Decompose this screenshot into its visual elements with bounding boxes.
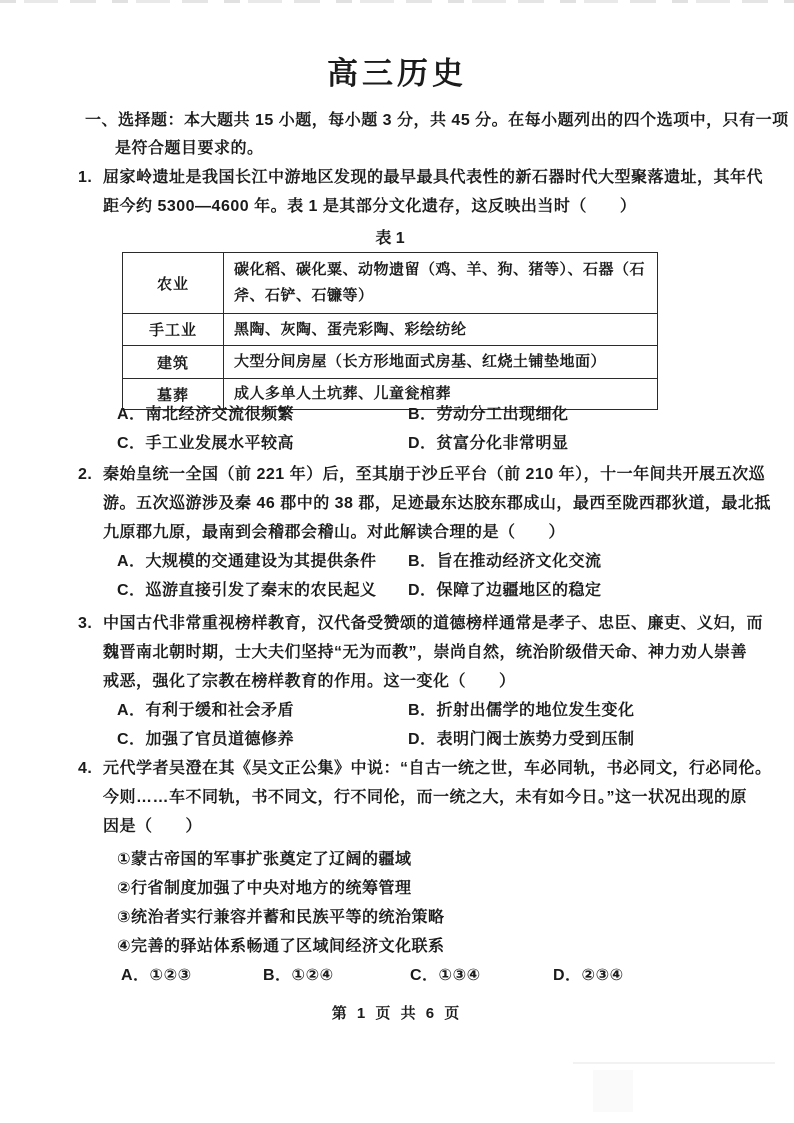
question-4-item-1: ①蒙古帝国的军事扩张奠定了辽阔的疆域 [117,851,412,868]
question-4-line: 今则……车不同轨，书不同文，行不同伦，而一统之大，未有如今日。”这一状况出现的原 [103,789,748,806]
table-row-architecture [123,346,658,379]
question-4-item-2: ②行省制度加强了中央对地方的统筹管理 [117,880,412,897]
question-4-item-4: ④完善的驿站体系畅通了区域间经济文化联系 [117,938,445,955]
question-3-line: 魏晋南北朝时期，士大夫们坚持“无为而教”，崇尚自然，统治阶级借天命、神力劝人崇善 [103,644,748,661]
question-4-option-c: C．①③④ [410,967,481,984]
page-title: 高三历史 [327,56,467,91]
scan-artifact-line [573,1062,775,1064]
table-row-label: 建筑 [123,346,224,379]
question-2-line: 秦始皇统一全国（前 221 年）后，至其崩于沙丘平台（前 210 年），十一年间共开展五次巡 [103,466,766,483]
question-4-item-3: ③统治者实行兼容并蓄和民族平等的统治策略 [117,909,445,926]
table-1-caption: 表 1 [375,230,405,247]
question-4-number: 4. [78,760,93,777]
table-row-content: 大型分间房屋（长方形地面式房基、红烧土铺垫地面） [224,346,658,379]
question-4-option-a: A．①②③ [121,967,192,984]
table-row-content: 黑陶、灰陶、蛋壳彩陶、彩绘纺纶 [224,314,658,346]
table-row-label: 农业 [123,253,224,314]
question-1-option-c: C．手工业发展水平较高 [117,435,295,452]
question-1-option-a: A．南北经济交流很频繁 [117,406,295,423]
question-1-option-d: D．贫富分化非常明显 [408,435,569,452]
question-3-option-b: B．折射出儒学的地位发生变化 [408,702,635,719]
question-2-option-a: A．大规模的交通建设为其提供条件 [117,553,377,570]
question-4-line: 元代学者吴澄在其《吴文正公集》中说：“自古一统之世，车必同轨，书必同文，行必同伦。 [103,760,772,777]
table-row-content: 成人多单人土坑葬、儿童瓮棺葬 [224,379,658,410]
question-2-option-c: C．巡游直接引发了秦末的农民起义 [117,582,377,599]
question-2-line: 游。五次巡游涉及秦 46 郡中的 38 郡，足迹最东达胶东郡成山，最西至陇西郡狄道，最北抵 [103,495,771,512]
question-2-option-d: D．保障了边疆地区的稳定 [408,582,602,599]
question-3-option-a: A．有利于缓和社会矛盾 [117,702,295,719]
table-row-handicraft [123,314,658,346]
section-instructions-line: 一、选择题：本大题共 15 小题，每小题 3 分，共 45 分。在每小题列出的四个选项中，只有一项 [85,112,789,129]
question-3-line: 中国古代非常重视榜样教育，汉代备受赞颂的道德榜样通常是孝子、忠臣、廉吏、义妇，而 [103,615,764,632]
table-row-label: 墓葬 [123,379,224,410]
question-1-line: 屈家岭遗址是我国长江中游地区发现的最早最具代表性的新石器时代大型聚落遗址，其年代 [103,169,764,186]
question-1-line: 距今约 5300—4600 年。表 1 是其部分文化遗存，这反映出当时（ ） [103,198,637,215]
scan-artifact-top [0,0,794,3]
question-2-line: 九原郡九原，最南到会稽郡会稽山。对此解读合理的是（ ） [103,524,566,541]
table-row-content: 碳化稻、碳化粟、动物遗留（鸡、羊、狗、猪等）、石器（石斧、石铲、石镰等） [224,253,658,314]
table-row-label: 手工业 [123,314,224,346]
table-row-agriculture [123,253,658,314]
question-2-number: 2. [78,466,93,483]
question-1-option-b: B．劳动分工出现细化 [408,406,569,423]
question-2-option-b: B．旨在推动经济文化交流 [408,553,602,570]
question-1-number: 1. [78,169,93,186]
scan-artifact-block [593,1070,633,1112]
question-4-option-b: B．①②④ [263,967,334,984]
question-3-option-c: C．加强了官员道德修养 [117,731,295,748]
question-4-line: 因是（ ） [103,818,203,835]
section-instructions-line: 是符合题目要求的。 [115,140,264,157]
table-1 [122,252,658,410]
question-3-option-d: D．表明门阀士族势力受到压制 [408,731,635,748]
question-4-option-d: D．②③④ [553,967,624,984]
page-footer: 第 1 页 共 6 页 [331,1005,463,1022]
question-3-line: 戒恶，强化了宗教在榜样教育的作用。这一变化（ ） [103,673,516,690]
question-3-number: 3. [78,615,93,632]
